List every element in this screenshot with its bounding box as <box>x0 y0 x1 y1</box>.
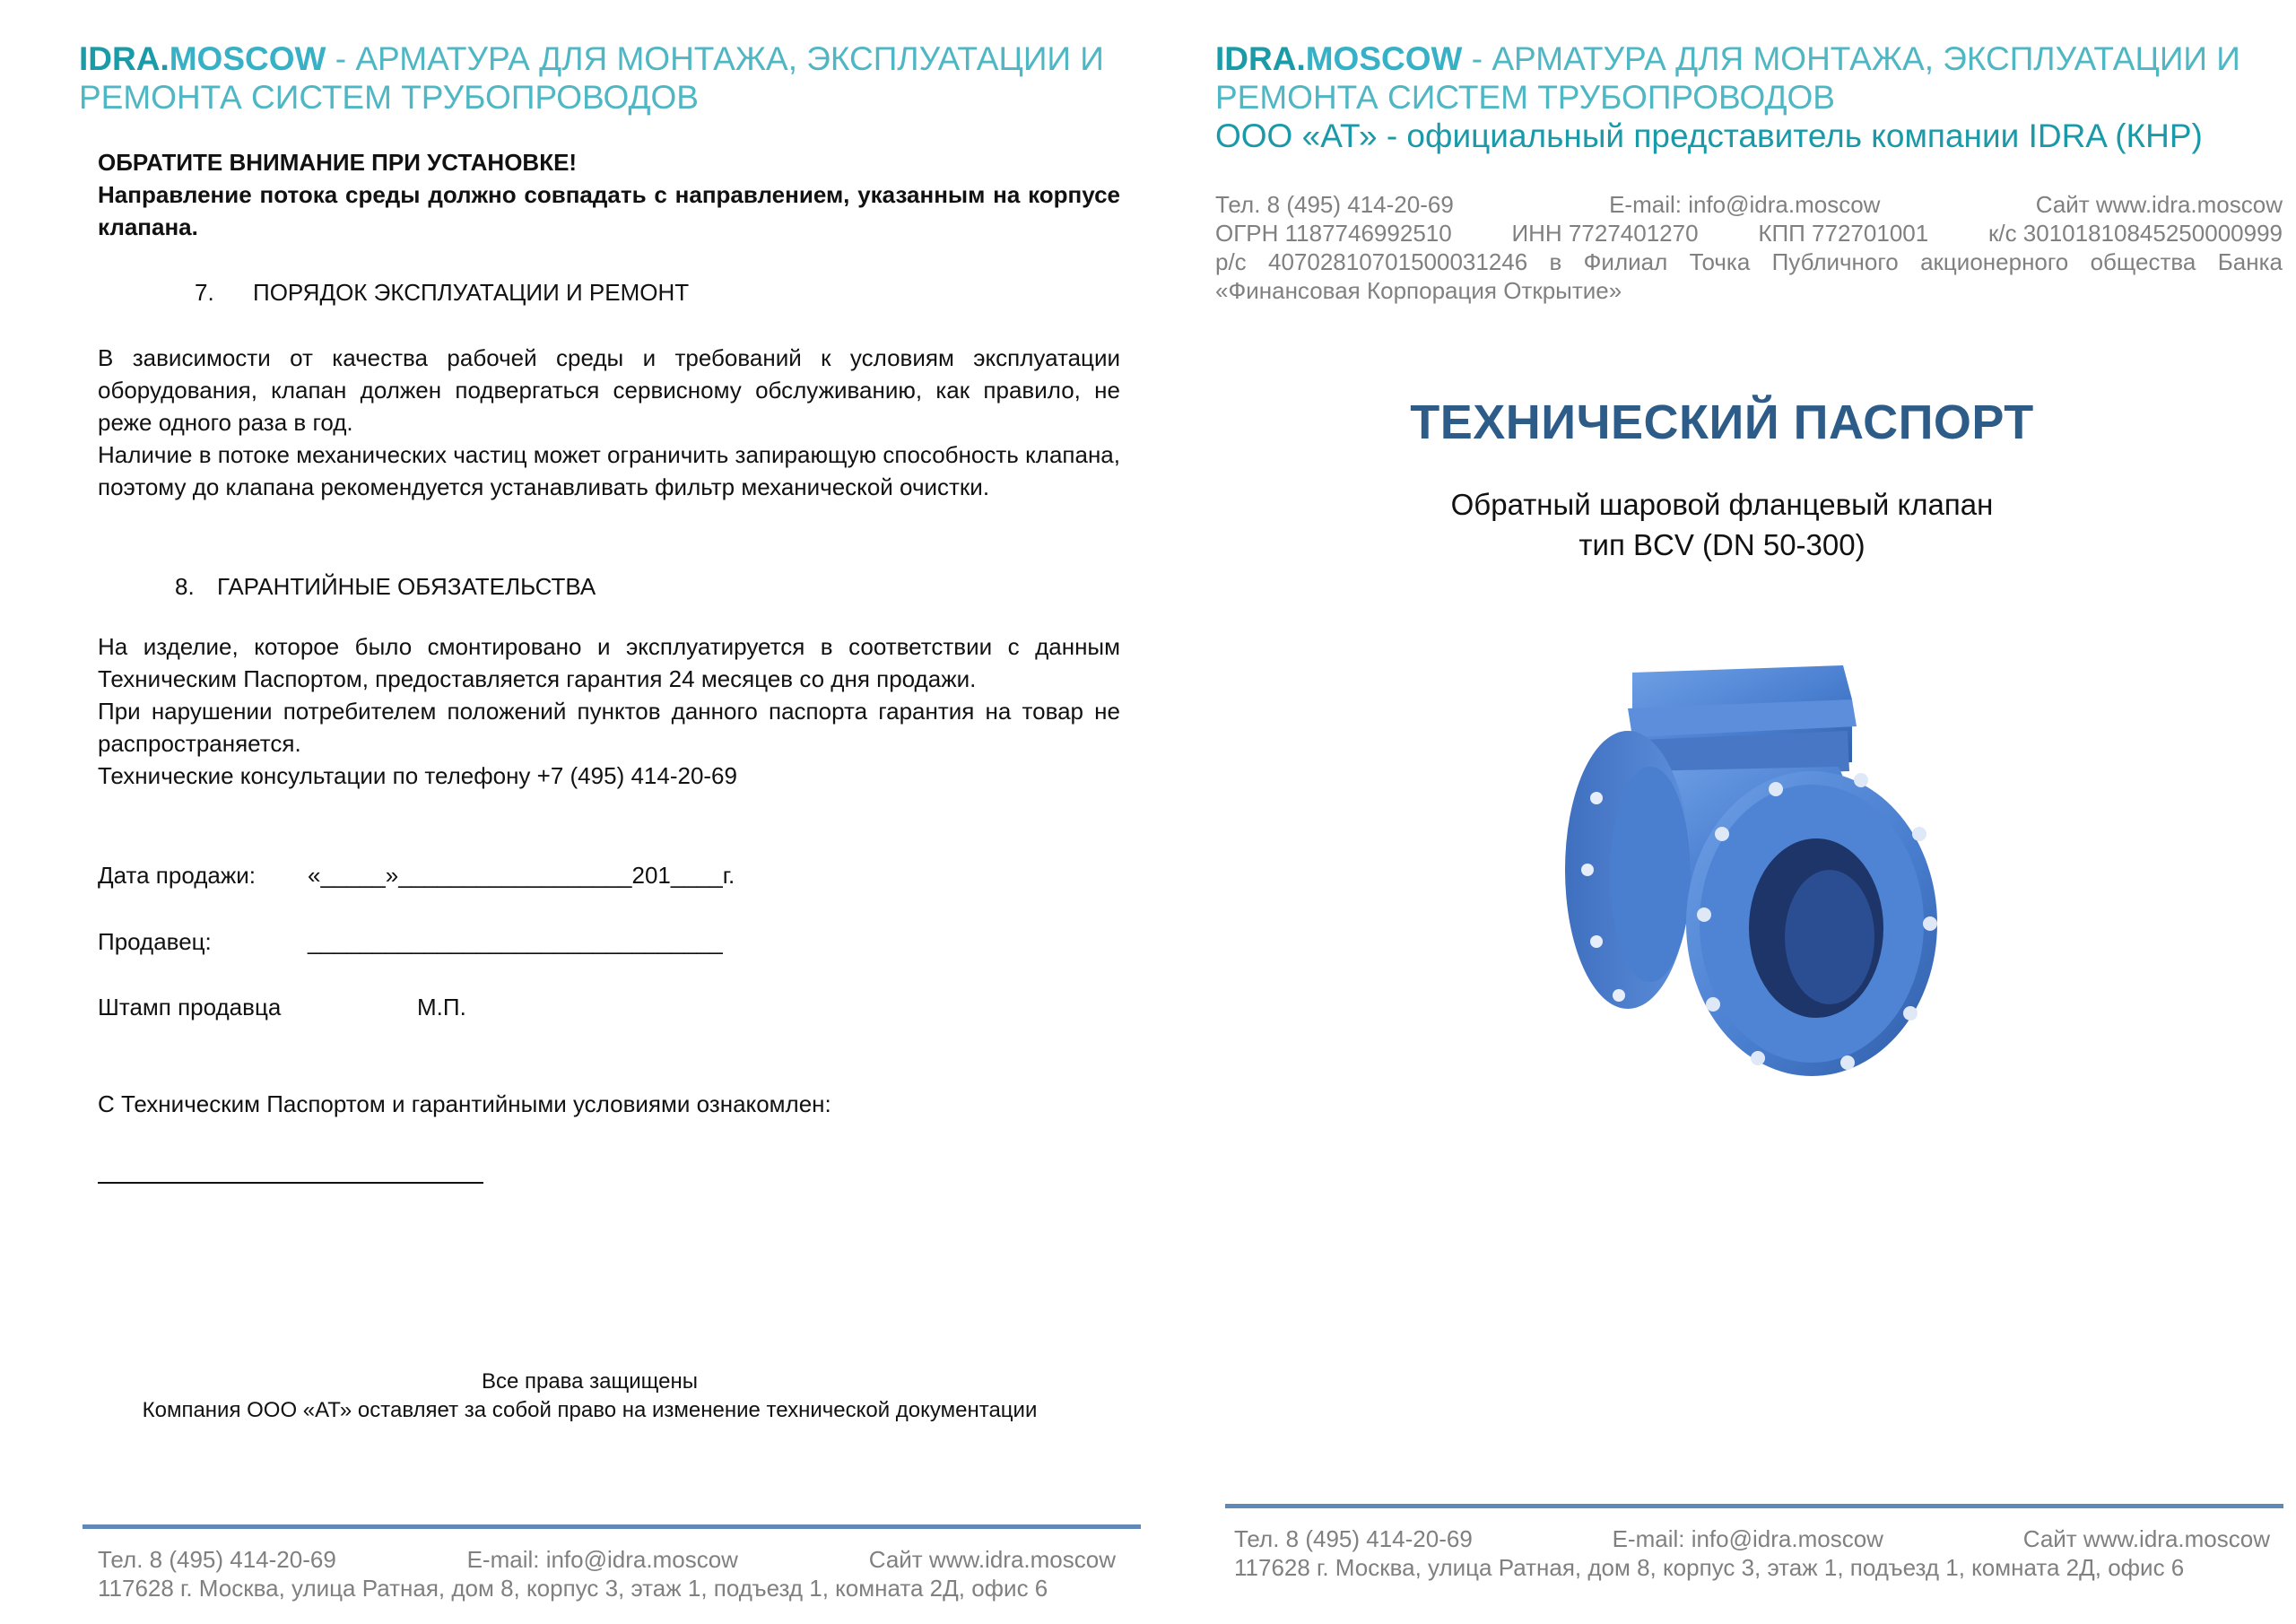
section7-title: ПОРЯДОК ЭКСПЛУАТАЦИИ И РЕМОНТ <box>253 279 690 306</box>
footer-phone: Тел. 8 (495) 414-20-69 <box>1234 1525 1473 1552</box>
brand-moscow: MOSCOW <box>169 40 326 77</box>
contact-kpp: КПП 772701001 <box>1758 220 1929 247</box>
brand-tagline: - АРМАТУРА ДЛЯ МОНТАЖА, ЭКСПЛУАТАЦИИ И РЕМОНТА СИСТЕМ ТРУБОПРОВОДОВ <box>79 40 1104 116</box>
contact-ks: к/с 30101810845250000999 <box>1987 220 2283 247</box>
seller-label: Продавец: <box>98 928 212 955</box>
contact-ogrn: ОГРН 1187746992510 <box>1215 220 1452 247</box>
footer <box>1234 1524 2270 1582</box>
signature-line <box>98 1182 483 1184</box>
footer <box>98 1545 1116 1602</box>
stamp-value: М.П. <box>417 994 466 1020</box>
acknowledged-text: С Техническим Паспортом и гарантийными условиями ознакомлен: <box>98 1090 831 1117</box>
section7-paragraph-1: В зависимости от качества рабочей среды и требований к условиям эксплуатации оборудования, клапан должен подвергаться сервисному обслуживанию, как правило, не реже одного раза в год. <box>98 344 1120 436</box>
brand-header <box>1215 39 2283 155</box>
rights-reserved: Все права защищены <box>481 1369 699 1394</box>
contact-site: Сайт www.idra.moscow <box>2035 191 2283 218</box>
section8-paragraph-2: При нарушении потребителем положений пунктов данного паспорта гарантия на товар не распространяется. <box>98 698 1120 757</box>
footer-address: 117628 г. Москва, улица Ратная, дом 8, корпус 3, этаж 1, подъезд 1, комната 2Д, офис 6 <box>1234 1554 2185 1581</box>
brand-moscow: MOSCOW <box>1305 40 1463 77</box>
section8-number: 8. <box>175 573 195 600</box>
representative-line: ООО «АТ» - официальный представитель компании IDRA (КНР) <box>1215 117 2203 154</box>
attention-title: ОБРАТИТЕ ВНИМАНИЕ ПРИ УСТАНОВКЕ! <box>98 149 578 176</box>
subtitle-line-2: тип BCV (DN 50-300) <box>1578 528 1866 561</box>
attention-text: Направление потока среды должно совпадать с направлением, указанным на корпусе клапана. <box>98 181 1120 240</box>
section7-paragraph-2: Наличие в потоке механических частиц может ограничить запирающую способность клапана, поэтому до клапана рекомендуется устанавливать фильтр механической очистки. <box>98 441 1120 500</box>
footer-rule <box>83 1524 1141 1529</box>
footer-rule <box>1225 1504 2283 1508</box>
brand-tagline: - АРМАТУРА ДЛЯ МОНТАЖА, ЭКСПЛУАТАЦИИ И РЕМОНТА СИСТЕМ ТРУБОПРОВОДОВ <box>1215 40 2240 116</box>
document-title: ТЕХНИЧЕСКИЙ ПАСПОРТ <box>1410 395 2034 449</box>
contact-inn: ИНН 7727401270 <box>1511 220 1699 247</box>
section8-paragraph-3: Технические консультации по телефону +7 (495) 414-20-69 <box>98 762 737 789</box>
contact-phone: Тел. 8 (495) 414-20-69 <box>1215 191 1454 218</box>
contact-account: р/с 40702810701500031246 в Филиал Точка Публичного акционерного общества Банка <box>1215 248 2283 275</box>
right-page <box>1148 0 2296 1624</box>
rights-note: Компания ООО «АТ» оставляет за собой право на изменение технической документации <box>142 1398 1038 1422</box>
footer-address: 117628 г. Москва, улица Ратная, дом 8, корпус 3, этаж 1, подъезд 1, комната 2Д, офис 6 <box>98 1575 1048 1602</box>
contact-bank: «Финансовая Корпорация Открытие» <box>1215 277 1622 304</box>
footer-site: Сайт www.idra.moscow <box>868 1546 1116 1573</box>
footer-phone: Тел. 8 (495) 414-20-69 <box>98 1546 336 1573</box>
document-subtitle <box>1148 484 2296 565</box>
brand-idra: IDRA. <box>1215 40 1306 77</box>
section8-title: ГАРАНТИЙНЫЕ ОБЯЗАТЕЛЬСТВА <box>217 573 596 600</box>
section7-number: 7. <box>195 279 214 306</box>
footer-site: Сайт www.idra.moscow <box>2022 1525 2270 1552</box>
brand-header <box>79 39 1137 117</box>
seller-field: ________________________________ <box>308 928 723 955</box>
sale-date-field: «_____»__________________201____г. <box>308 862 735 889</box>
contact-email: E-mail: info@idra.moscow <box>1609 191 1881 218</box>
footer-email: E-mail: info@idra.moscow <box>1612 1525 1883 1552</box>
brand-idra: IDRA. <box>79 40 170 77</box>
company-details <box>1215 190 2283 305</box>
check-valve-image <box>1543 646 1955 1112</box>
section8-paragraph-1: На изделие, которое было смонтировано и эксплуатируется в соответствии с данным Техническим Паспортом, предоставляется гарантия 24 месяцев со дня продажи. <box>98 633 1120 692</box>
footer-email: E-mail: info@idra.moscow <box>466 1546 738 1573</box>
sale-date-label: Дата продажи: <box>98 862 256 889</box>
subtitle-line-1: Обратный шаровой фланцевый клапан <box>1450 488 1994 521</box>
stamp-label: Штамп продавца <box>98 994 282 1020</box>
